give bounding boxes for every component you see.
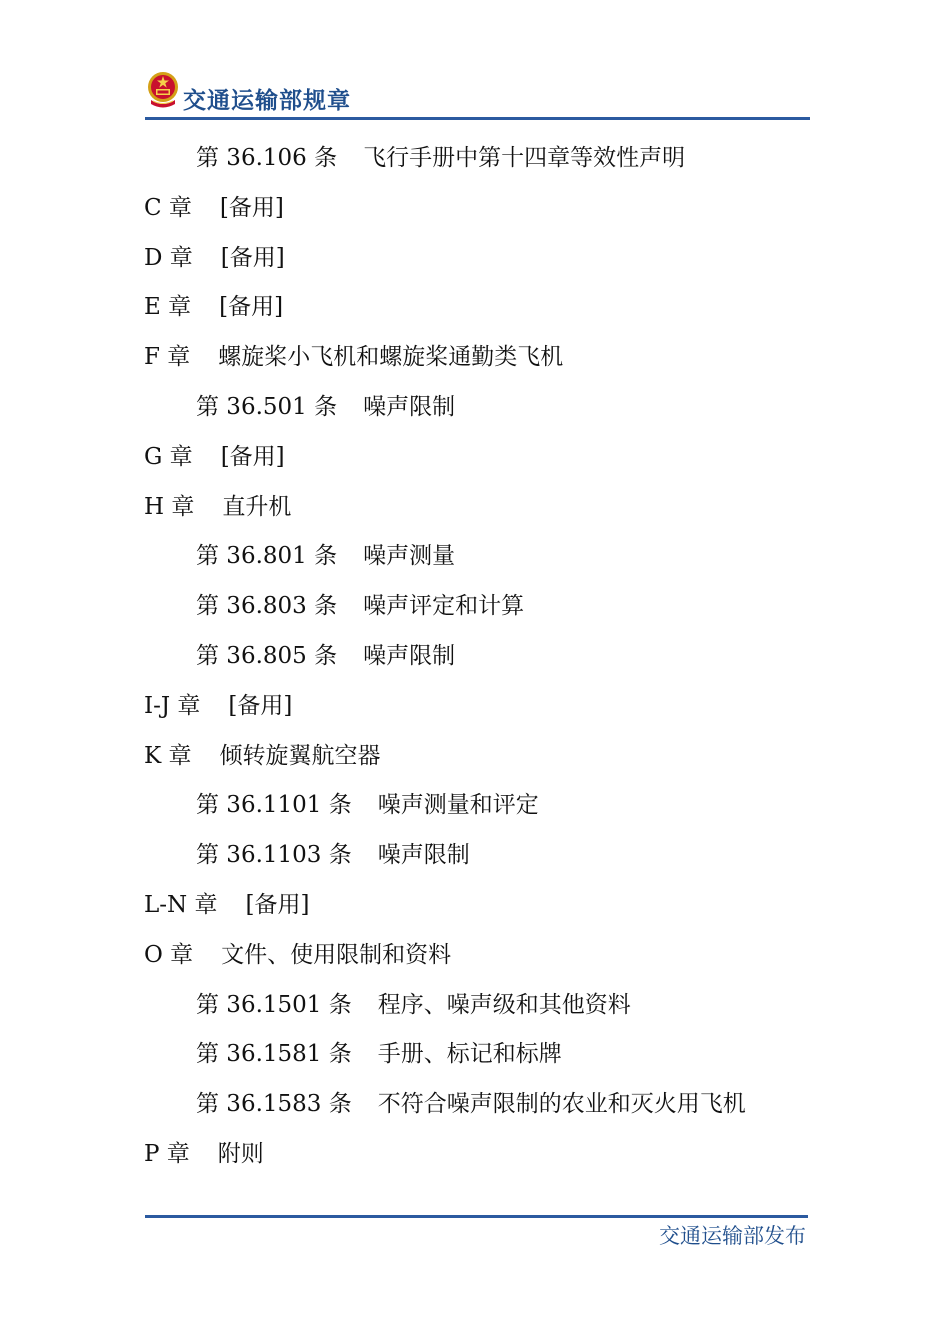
chapter-label: P 章 (144, 1141, 190, 1167)
chapter-title: 螺旋桨小飞机和螺旋桨通勤类飞机 (218, 344, 564, 371)
chapter-title: [备用] (245, 892, 310, 918)
article-number: 第 36.1581 条 (196, 1041, 352, 1068)
article-title: 手册、标记和标牌 (377, 1041, 562, 1068)
toc-article-entry (196, 541, 455, 571)
chapter-title: 倾转旋翼航空器 (219, 742, 381, 769)
toc-article-entry (196, 990, 631, 1020)
chapter-title: [备用] (220, 443, 285, 470)
chapter-label: F 章 (144, 344, 191, 371)
toc-article-entry (196, 1039, 562, 1069)
article-title: 飞行手册中第十四章等效性声明 (363, 145, 686, 171)
toc-chapter-entry (144, 492, 291, 522)
chapter-label: O 章 (144, 941, 194, 968)
article-number: 第 36.805 条 (196, 643, 338, 669)
chapter-title: [备用] (219, 294, 284, 321)
header-divider (145, 117, 810, 120)
chapter-label: E 章 (144, 294, 192, 321)
article-title: 噪声测量 (363, 543, 456, 570)
toc-article-entry (196, 641, 455, 671)
chapter-title: [备用] (228, 692, 293, 719)
toc-chapter-entry (144, 292, 283, 322)
chapter-label: H 章 (144, 493, 195, 520)
article-title: 不符合噪声限制的农业和灭火用飞机 (377, 1091, 746, 1118)
chapter-title: 文件、使用限制和资料 (221, 941, 452, 968)
chapter-label: I-J 章 (144, 692, 201, 719)
header-title: 交通运输部规章 (183, 88, 351, 114)
article-number: 第 36.1101 条 (196, 792, 352, 819)
toc-article-entry (196, 143, 685, 173)
article-number: 第 36.1583 条 (196, 1091, 352, 1118)
toc-chapter-entry (144, 442, 285, 472)
chapter-label: K 章 (144, 742, 192, 769)
chapter-title: 附则 (217, 1141, 264, 1167)
chapter-label: D 章 (144, 244, 193, 271)
article-title: 噪声测量和评定 (377, 792, 539, 819)
toc-article-entry (196, 591, 524, 621)
article-title: 噪声评定和计算 (363, 593, 525, 620)
page-header (145, 68, 810, 124)
article-title: 程序、噪声级和其他资料 (377, 991, 631, 1018)
article-title: 噪声限制 (377, 842, 470, 869)
toc-chapter-entry (144, 193, 284, 223)
chapter-title: 直升机 (222, 493, 292, 520)
article-number: 第 36.803 条 (196, 593, 338, 620)
toc-chapter-entry (144, 691, 292, 721)
chapter-label: L-N 章 (144, 892, 218, 918)
toc-article-entry (196, 392, 455, 422)
article-title: 噪声限制 (363, 643, 456, 669)
national-emblem-icon (145, 70, 181, 110)
toc-chapter-entry (144, 940, 451, 970)
article-number: 第 36.1501 条 (196, 991, 352, 1018)
toc-chapter-entry (144, 342, 563, 372)
toc-chapter-entry (144, 243, 285, 273)
article-title: 噪声限制 (363, 394, 456, 420)
toc-chapter-entry (144, 741, 381, 771)
footer-publisher: 交通运输部发布 (659, 1224, 806, 1248)
toc-chapter-entry (144, 1139, 264, 1169)
chapter-label: G 章 (144, 443, 193, 470)
toc-chapter-entry (144, 890, 309, 920)
article-number: 第 36.501 条 (196, 394, 338, 420)
toc-article-entry (196, 840, 470, 870)
article-number: 第 36.801 条 (196, 543, 338, 570)
chapter-title: [备用] (219, 194, 284, 221)
chapter-title: [备用] (220, 244, 285, 271)
chapter-label: C 章 (144, 194, 192, 221)
footer-divider (145, 1215, 808, 1218)
toc-article-entry (196, 790, 539, 820)
toc-article-entry (196, 1089, 746, 1119)
article-number: 第 36.1103 条 (196, 842, 352, 869)
article-number: 第 36.106 条 (196, 145, 338, 171)
